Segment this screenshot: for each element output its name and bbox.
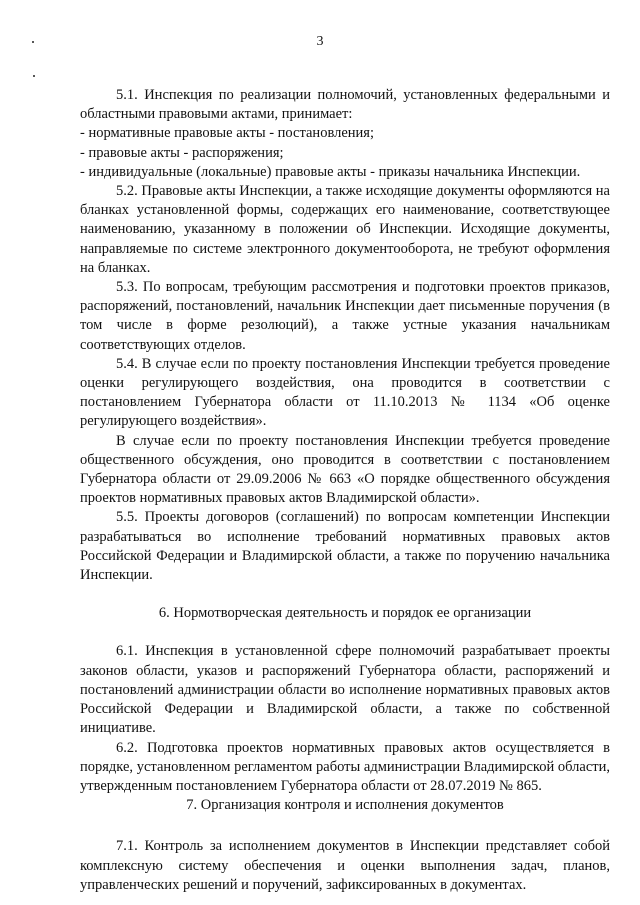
paragraph-6-1: 6.1. Инспекция в установленной сфере полномочий разрабатывает проекты законов области, указов и распоряжений Губернатора области, распоряжений и постановлений администрации области во исполнение нормативных правовых актов Российской Федерации и Владимирской области, а также по собственной инициативе.: [80, 643, 610, 737]
paragraph-5-1: 5.1. Инспекция по реализации полномочий, установленных федеральными и областными правовыми актами, принимает:: [80, 87, 610, 123]
document-body: [80, 86, 610, 895]
margin-mark: [33, 75, 35, 77]
list-item: - индивидуальные (локальные) правовые акты - приказы начальника Инспекции.: [80, 163, 581, 180]
paragraph-5-4-b: В случае если по проекту постановления Инспекции требуется проведение общественного обсуждения, оно проводится в соответствии с постановлением Губернатора области от 29.09.2006 № 663 «О порядке общественного обсуждения проектов нормативных правовых актов Владимирской области».: [80, 432, 610, 507]
paragraph-5-4: 5.4. В случае если по проекту постановления Инспекции требуется проведение оценки регулирующего воздействия, она проводится в соответствии с постановлением Губернатора области от 11.10.2013 № 1134 «Об оценке регулирующего воздействия».: [80, 355, 610, 430]
section-heading-6: 6. Нормотворческая деятельность и порядок ее организации: [158, 605, 532, 622]
paragraph-5-5: 5.5. Проекты договоров (соглашений) по вопросам компетенции Инспекции разрабатываться во исполнение требований нормативных правовых актов Российской Федерации и Владимирской области, а также по поручению начальника Инспекции.: [80, 509, 610, 584]
paragraph-5-3: 5.3. По вопросам, требующим рассмотрения и подготовки проектов приказов, распоряжений, постановлений, начальник Инспекции дает письменные поручения (в том числе в форме резолюций), а также устные указания начальникам соответствующих отделов.: [80, 279, 610, 353]
paragraph-7-1: 7.1. Контроль за исполнением документов в Инспекции представляет собой комплексную систему обеспечения и оценки выполнения задач, планов, управленческих решений и поручений, зафиксированных в документах.: [80, 838, 610, 893]
page-number: 3: [316, 34, 324, 49]
section-heading-7: 7. Организация контроля и исполнения документов: [186, 797, 504, 814]
list-item: - нормативные правовые акты - постановления;: [80, 125, 374, 142]
list-item: - правовые акты - распоряжения;: [80, 144, 284, 161]
paragraph-5-2: 5.2. Правовые акты Инспекции, а также исходящие документы оформляются на бланках установленной формы, содержащих его наименование, соответствующее наименованию, указанному в положении об Инспекции. Исходящие документы, направляемые по системе электронного документооборота, не требуют оформления на бланках.: [80, 183, 610, 276]
paragraph-6-2: 6.2. Подготовка проектов нормативных правовых актов осуществляется в порядке, установленном регламентом работы администрации Владимирской области, утвержденным постановлением Губернатора области от 28.07.2019 № 865.: [80, 739, 610, 794]
